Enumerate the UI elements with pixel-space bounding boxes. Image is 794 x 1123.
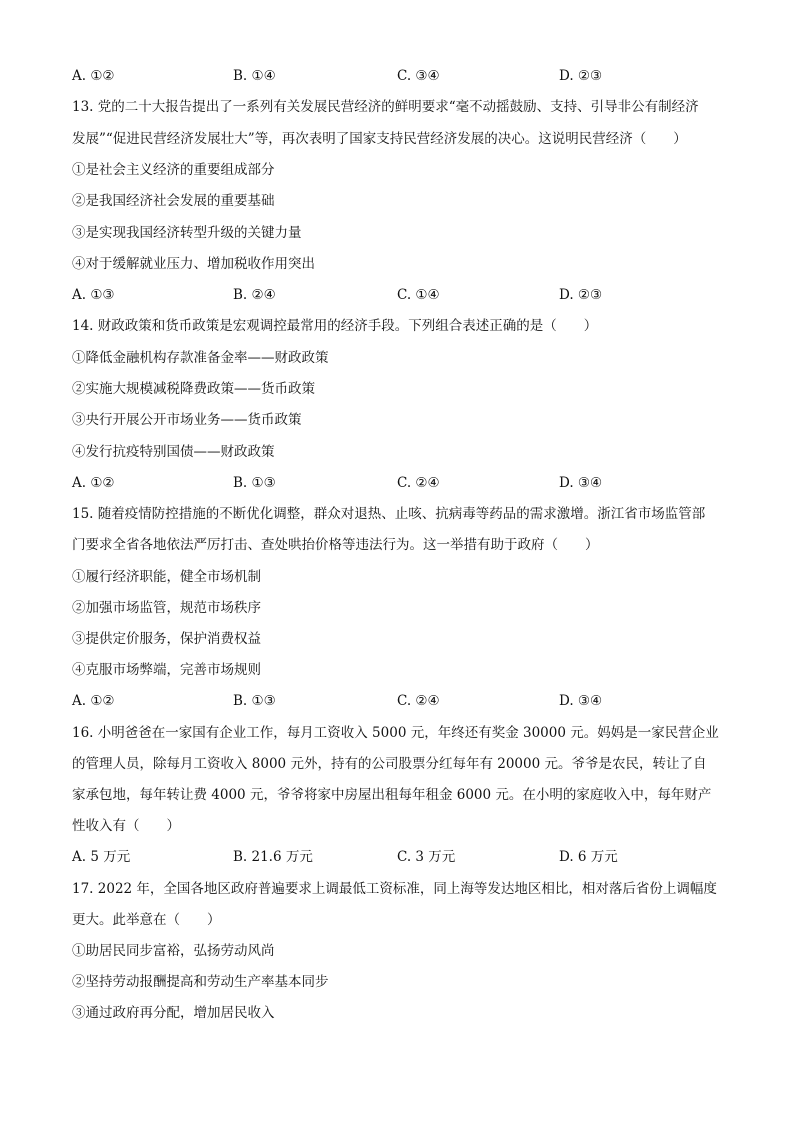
q16-option-b: B. 21.6 万元 [233, 849, 313, 865]
q13-item-4: ④对于缓解就业压力、增加税收作用突出 [72, 256, 315, 272]
q15-option-c: C. ②④ [397, 693, 440, 709]
q16-stem-line-2: 的管理人员，除每月工资收入 8000 元外，持有的公司股票分红每年有 20000 元。爷爷是农民，转让了自 [72, 756, 707, 772]
q14-item-3: ③央行开展公开市场业务——货币政策 [72, 412, 302, 428]
q13-item-2: ②是我国经济社会发展的重要基础 [72, 193, 275, 209]
q16-option-a: A. 5 万元 [72, 849, 131, 865]
q15-item-4: ④克服市场弊端，完善市场规则 [72, 662, 261, 678]
q17-item-1: ①助居民同步富裕，弘扬劳动风尚 [72, 943, 275, 959]
q14-stem-line-1: 14. 财政政策和货币政策是宏观调控最常用的经济手段。下列组合表述正确的是（ ） [72, 318, 598, 334]
q16-stem-line-1: 16. 小明爸爸在一家国有企业工作，每月工资收入 5000 元，年终还有奖金 30000 元。妈妈是一家民营企业 [72, 725, 719, 741]
q12-option-b: B. ①④ [233, 68, 276, 84]
q14-option-c: C. ②④ [397, 475, 440, 491]
q13-stem-line-2: 发展”“促进民营经济发展壮大”等，再次表明了国家支持民营经济发展的决心。这说明民营经济（ ） [72, 131, 687, 147]
q13-options [72, 286, 732, 304]
q17-item-2: ②坚持劳动报酬提高和劳动生产率基本同步 [72, 974, 329, 990]
q14-option-d: D. ③④ [559, 475, 603, 491]
q15-stem-line-2: 门要求全省各地依法严厉打击、查处哄抬价格等违法行为。这一举措有助于政府（ ） [72, 537, 599, 553]
q12-option-a: A. ①② [72, 68, 115, 84]
q14-options [72, 474, 732, 492]
q13-option-c: C. ①④ [397, 287, 440, 303]
q14-option-a: A. ①② [72, 475, 115, 491]
q15-stem-line-1: 15. 随着疫情防控措施的不断优化调整，群众对退热、止咳、抗病毒等药品的需求激增。浙江省市场监管部 [72, 506, 706, 522]
q13-option-d: D. ②③ [559, 287, 603, 303]
q13-item-3: ③是实现我国经济转型升级的关键力量 [72, 225, 302, 241]
q16-stem-line-3: 家承包地，每年转让费 4000 元，爷爷将家中房屋出租每年租金 6000 元。在小明的家庭收入中，每年财产 [72, 787, 712, 803]
q13-option-a: A. ①③ [72, 287, 115, 303]
q16-options [72, 848, 732, 866]
q16-option-d: D. 6 万元 [559, 849, 618, 865]
q13-stem-line-1: 13. 党的二十大报告提出了一系列有关发展民营经济的鲜明要求“毫不动摇鼓励、支持、引导非公有制经济 [72, 99, 699, 115]
q14-item-4: ④发行抗疫特别国债——财政政策 [72, 444, 275, 460]
q14-item-2: ②实施大规模减税降费政策——货币政策 [72, 381, 315, 397]
q14-item-1: ①降低金融机构存款准备金率——财政政策 [72, 350, 329, 366]
q15-option-a: A. ①② [72, 693, 115, 709]
q15-item-3: ③提供定价服务，保护消费权益 [72, 631, 261, 647]
q16-option-c: C. 3 万元 [397, 849, 456, 865]
q15-item-2: ②加强市场监管，规范市场秩序 [72, 600, 261, 616]
q15-option-b: B. ①③ [233, 693, 276, 709]
q15-option-d: D. ③④ [559, 693, 603, 709]
q16-stem-line-4: 性收入有（ ） [72, 818, 180, 834]
q12-option-c: C. ③④ [397, 68, 440, 84]
q12-options [72, 67, 732, 85]
q17-item-3: ③通过政府再分配，增加居民收入 [72, 1005, 275, 1021]
q14-option-b: B. ①③ [233, 475, 276, 491]
q17-stem-line-1: 17. 2022 年，全国各地区政府普遍要求上调最低工资标准，同上海等发达地区相比，相对落后省份上调幅度 [72, 881, 717, 897]
q15-item-1: ①履行经济职能，健全市场机制 [72, 569, 261, 585]
q12-option-d: D. ②③ [559, 68, 603, 84]
q15-options [72, 692, 732, 710]
q17-stem-line-2: 更大。此举意在（ ） [72, 912, 221, 928]
q13-option-b: B. ②④ [233, 287, 276, 303]
q13-item-1: ①是社会主义经济的重要组成部分 [72, 162, 275, 178]
